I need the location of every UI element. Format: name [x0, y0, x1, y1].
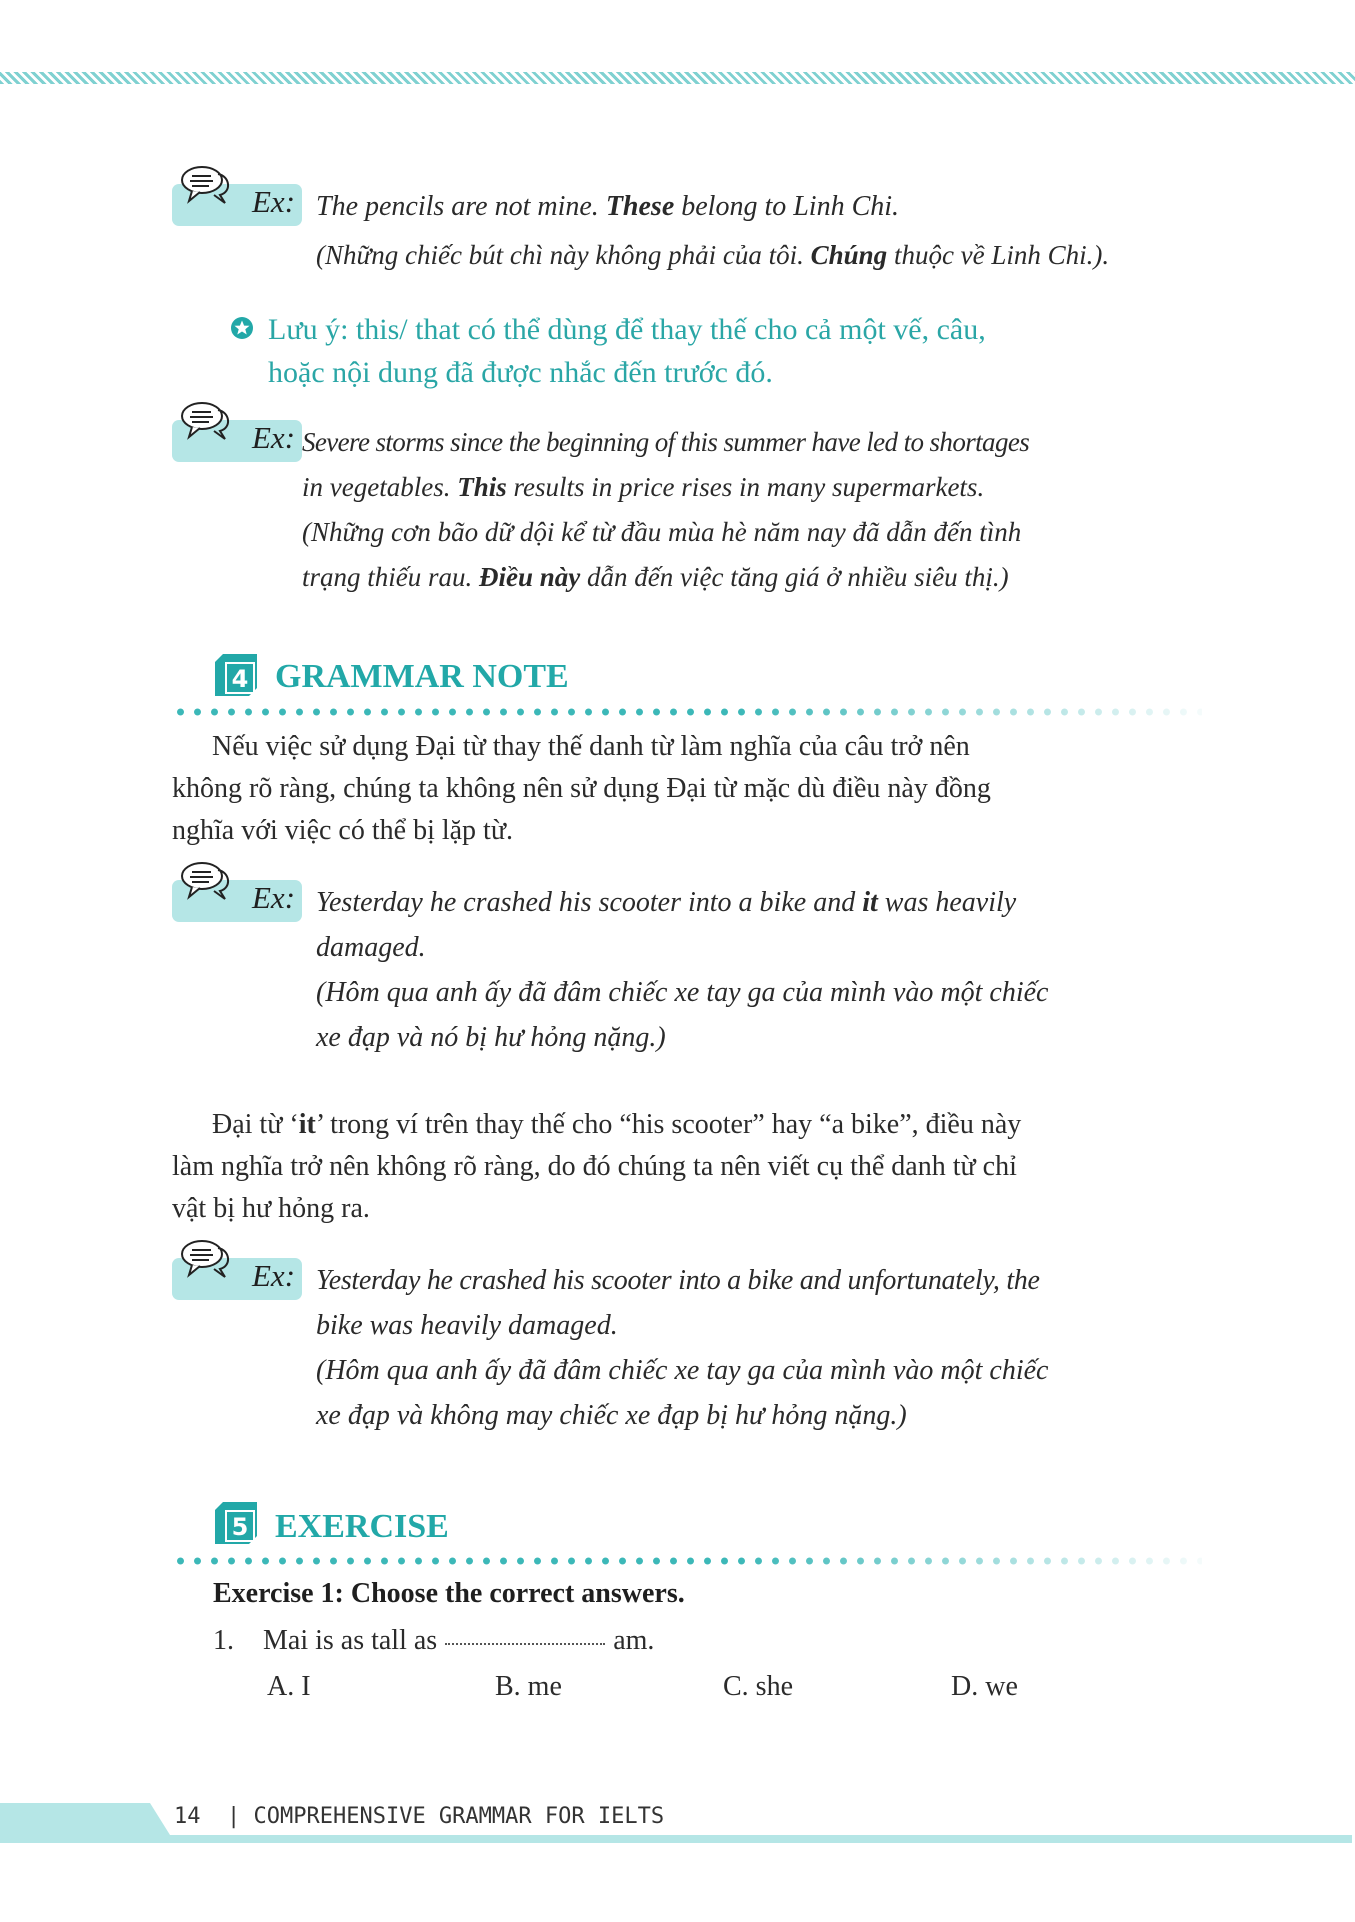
example-text: Severe storms since the beginning of this summer have led to shortages — [302, 427, 1030, 457]
question-1: 1. Mai is as tall as am. — [213, 1625, 655, 1656]
example-text: Yesterday he crashed his scooter into a bike and unfortunately, the bike was heavily damaged. (Hôm qua anh ấy đã đâm chiếc xe tay ga của mình vào một chiếc xe đạp và không may chiếc xe đạp bị hư hỏng nặng.) — [316, 1265, 1049, 1431]
svg-text:4: 4 — [231, 665, 249, 693]
star-bullet-icon — [230, 316, 254, 340]
book-title: COMPREHENSIVE GRAMMAR FOR IELTS — [253, 1804, 665, 1829]
svg-text:5: 5 — [231, 1513, 249, 1541]
section-title: GRAMMAR NOTE — [275, 658, 569, 695]
option-a[interactable]: A. I — [267, 1671, 311, 1702]
speech-bubbles-icon — [178, 400, 234, 444]
example-block-2 — [172, 414, 1202, 604]
dotted-divider — [172, 708, 1202, 716]
footer-bar — [0, 1835, 1352, 1843]
example-label: Ex: — [252, 880, 296, 915]
example-label: Ex: — [252, 184, 296, 219]
note-text-line-2: hoặc nội dung đã được nhắc đến trước đó. — [268, 356, 773, 389]
numbered-cube-icon — [213, 1500, 259, 1546]
grammar-note-paragraph: Nếu việc sử dụng Đại từ thay thế danh từ làm nghĩa của câu trở nên không rõ ràng, chúng ta không nên sử dụng Đại từ mặc dù điều này đồng nghĩa với việc có thể bị lặp từ. — [172, 731, 991, 846]
note-block — [230, 308, 1210, 394]
exercise-heading: Exercise 1: Choose the correct answers. — [213, 1578, 685, 1609]
example-block-4 — [172, 1252, 1202, 1442]
footer-tab — [0, 1803, 170, 1835]
section-title: EXERCISE — [275, 1508, 449, 1545]
option-b[interactable]: B. me — [495, 1671, 562, 1702]
example-text: Yesterday he crashed his scooter into a bike and it was heavily damaged. (Hôm qua anh ấy đã đâm chiếc xe tay ga của mình vào một chiếc xe đạp và nó bị hư hỏng nặng.) — [316, 887, 1049, 1053]
example-label: Ex: — [252, 1258, 296, 1293]
footer — [174, 1804, 664, 1829]
note-text-line-1: Lưu ý: this/ that có thể dùng để thay thế cho cả một vế, câu, — [268, 313, 986, 346]
example-block-1 — [172, 178, 1202, 278]
top-decorative-stripe — [0, 72, 1355, 84]
example-label: Ex: — [252, 420, 296, 455]
speech-bubbles-icon — [178, 1238, 234, 1282]
explanation-paragraph: Đại từ ‘it’ trong ví trên thay thế cho “his scooter” hay “a bike”, điều này làm nghĩa trở nên không rõ ràng, do đó chúng ta nên viết cụ thể danh từ chỉ vật bị hư hỏng ra. — [172, 1109, 1022, 1224]
example-text: The pencils are not mine. These belong to Linh Chi. (Những chiếc bút chì này không phải của tôi. Chúng thuộc về Linh Chi.). — [316, 191, 1110, 270]
page-number: 14 — [174, 1804, 201, 1829]
example-text-cont: in vegetables. This results in price rises in many supermarkets. (Những cơn bão dữ dội kể từ đầu mùa hè năm nay đã dẫn đến tình trạng thiếu rau. Điều này dẫn đến việc tăng giá ở nhiều siêu thị.) — [302, 472, 1022, 592]
question-number: 1. — [213, 1625, 234, 1656]
speech-bubbles-icon — [178, 164, 234, 208]
example-block-3 — [172, 874, 1202, 1064]
answer-blank[interactable] — [445, 1643, 605, 1645]
option-d[interactable]: D. we — [951, 1671, 1018, 1702]
speech-bubbles-icon — [178, 860, 234, 904]
numbered-cube-icon — [213, 652, 259, 698]
footer-separator: | — [227, 1804, 241, 1829]
option-c[interactable]: C. she — [723, 1671, 793, 1702]
dotted-divider — [172, 1557, 1202, 1565]
